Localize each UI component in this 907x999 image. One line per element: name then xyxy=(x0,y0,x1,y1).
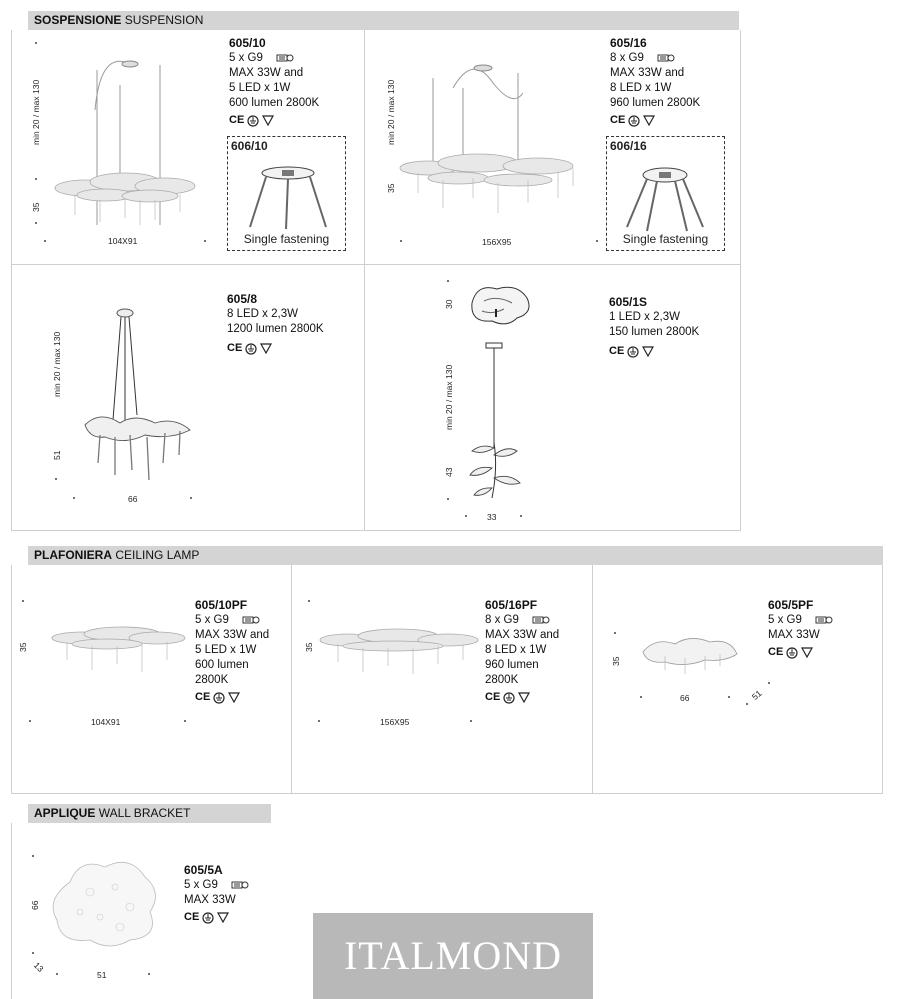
ground-icon xyxy=(213,692,225,704)
spec-line: 5 LED x 1W xyxy=(195,644,257,656)
product-code: 605/5PF xyxy=(768,598,814,612)
dim-marker xyxy=(308,600,310,602)
ce-mark: CE xyxy=(610,114,626,126)
dim-marker xyxy=(640,696,642,698)
spec-line: 600 lumen 2800K xyxy=(229,97,320,109)
dim-marker xyxy=(746,703,748,705)
single-fastening-drawing xyxy=(228,157,345,237)
dim-marker xyxy=(73,497,75,499)
section-header-suspension xyxy=(28,11,739,30)
lamp-605-5a-drawing xyxy=(45,852,165,952)
spec-line: 2800K xyxy=(195,674,229,686)
cert-marks xyxy=(184,910,249,925)
spec-line: MAX 33W and xyxy=(195,629,270,641)
section-title: SUSPENSION xyxy=(124,13,204,27)
grid-line xyxy=(11,30,12,531)
spec-line: MAX 33W xyxy=(184,894,236,906)
ce-mark: CE xyxy=(609,345,625,357)
section-title: CEILING LAMP xyxy=(115,548,200,562)
ce-mark: CE xyxy=(195,691,211,703)
spec-line: 8 LED x 1W xyxy=(610,82,672,94)
dim-marker xyxy=(447,280,449,282)
spec-line: 5 x G9 xyxy=(229,52,263,64)
ground-icon xyxy=(503,692,515,704)
body-height-label: 66 xyxy=(30,900,40,910)
product-code: 605/10PF xyxy=(195,598,248,612)
spec-line: 8 x G9 xyxy=(485,614,519,626)
dim-marker xyxy=(596,240,598,242)
lamp-605-10-drawing xyxy=(45,50,210,225)
spec-605-5a xyxy=(184,863,249,925)
depth-label: 51 xyxy=(749,688,764,702)
spec-605-1s xyxy=(609,295,699,359)
dim-marker xyxy=(22,600,24,602)
size-label: 104X91 xyxy=(108,236,138,246)
ground-icon xyxy=(247,115,259,127)
dim-marker xyxy=(465,515,467,517)
spec-line: 1 LED x 2,3W xyxy=(609,311,680,323)
spec-line: 8 LED x 1W xyxy=(485,644,547,656)
spec-line: MAX 33W and xyxy=(485,629,560,641)
spec-line: 960 lumen xyxy=(485,659,539,671)
spec-line: 1200 lumen 2800K xyxy=(227,323,324,335)
spec-line: 5 x G9 xyxy=(184,879,218,891)
lamp-605-10pf-drawing xyxy=(42,620,187,680)
product-code: 605/1S xyxy=(609,295,648,309)
cert-marks xyxy=(610,113,700,128)
height-label: min 20 / max 130 xyxy=(52,331,62,397)
triangle-f-icon xyxy=(642,346,654,357)
body-height-label: 51 xyxy=(52,450,62,460)
section-title-bold: SOSPENSIONE xyxy=(34,13,122,27)
body-height-label: 35 xyxy=(304,642,314,652)
triangle-f-icon xyxy=(643,115,655,126)
depth-label: 13 xyxy=(31,960,46,974)
triangle-f-icon xyxy=(217,912,229,923)
top-height-label: 30 xyxy=(444,299,454,309)
dim-marker xyxy=(470,720,472,722)
fastening-box-606-10 xyxy=(227,136,346,251)
dim-marker xyxy=(318,720,320,722)
triangle-f-icon xyxy=(260,343,272,354)
grid-line xyxy=(592,565,593,794)
size-label: 66 xyxy=(128,494,138,504)
spec-605-16pf xyxy=(485,598,559,705)
ground-icon xyxy=(245,343,257,355)
fastening-label: Single fastening xyxy=(622,232,709,246)
grid-line xyxy=(11,793,882,794)
grid-line xyxy=(11,565,12,794)
spec-line: 5 x G9 xyxy=(195,614,229,626)
dim-marker xyxy=(190,497,192,499)
lamp-605-1s-drawing xyxy=(462,283,542,508)
section-title-bold: APPLIQUE xyxy=(34,806,96,820)
dim-marker xyxy=(56,973,58,975)
grid-line xyxy=(11,264,740,265)
spec-605-8 xyxy=(227,292,324,356)
dim-marker xyxy=(35,42,37,44)
spec-605-16 xyxy=(610,36,700,128)
product-code: 605/10 xyxy=(229,36,266,50)
spec-605-10pf xyxy=(195,598,269,705)
spec-line: 5 x G9 xyxy=(768,614,802,626)
bulb-icon xyxy=(242,616,260,624)
size-label: 156X95 xyxy=(482,237,512,247)
ce-mark: CE xyxy=(229,114,245,126)
grid-line xyxy=(740,30,741,531)
lamp-605-16pf-drawing xyxy=(318,622,478,682)
ce-mark: CE xyxy=(227,342,243,354)
size-label: 104X91 xyxy=(91,717,121,727)
brand-logo: ITALMOND xyxy=(313,913,593,999)
size-label: 51 xyxy=(97,970,107,980)
bulb-icon xyxy=(657,54,675,62)
spec-line: MAX 33W xyxy=(768,629,820,641)
product-code: 605/5A xyxy=(184,863,223,877)
spec-line: 600 lumen xyxy=(195,659,249,671)
bulb-icon xyxy=(532,616,550,624)
spec-line: MAX 33W and xyxy=(610,67,685,79)
size-label: 66 xyxy=(680,693,690,703)
ground-icon xyxy=(786,647,798,659)
cert-marks xyxy=(195,690,269,705)
dim-marker xyxy=(768,682,770,684)
triangle-f-icon xyxy=(518,692,530,703)
dim-marker xyxy=(35,222,37,224)
ground-icon xyxy=(628,115,640,127)
triangle-f-icon xyxy=(801,647,813,658)
section-title-bold: PLAFONIERA xyxy=(34,548,112,562)
dim-marker xyxy=(614,632,616,634)
grid-line xyxy=(882,565,883,794)
ground-icon xyxy=(627,346,639,358)
dim-marker xyxy=(520,515,522,517)
body-height-label: 35 xyxy=(611,656,621,666)
spec-605-10 xyxy=(229,36,319,128)
dim-marker xyxy=(184,720,186,722)
single-fastening-drawing xyxy=(607,157,724,237)
size-label: 33 xyxy=(487,512,497,522)
dim-marker xyxy=(55,478,57,480)
grid-line xyxy=(291,565,292,794)
triangle-f-icon xyxy=(262,115,274,126)
cert-marks xyxy=(768,645,833,660)
ce-mark: CE xyxy=(485,691,501,703)
ground-icon xyxy=(202,912,214,924)
cert-marks xyxy=(227,341,324,356)
cert-marks xyxy=(485,690,559,705)
spec-line: 8 LED x 2,3W xyxy=(227,308,298,320)
height-label: min 20 / max 130 xyxy=(31,79,41,145)
dim-marker xyxy=(447,498,449,500)
size-label: 156X95 xyxy=(380,717,410,727)
ce-mark: CE xyxy=(768,646,784,658)
bulb-icon xyxy=(276,54,294,62)
fastening-label: Single fastening xyxy=(243,232,330,246)
dim-marker xyxy=(35,178,37,180)
dim-marker xyxy=(32,952,34,954)
fastening-box-606-16 xyxy=(606,136,725,251)
grid-line xyxy=(364,30,365,531)
dim-marker xyxy=(32,855,34,857)
product-code: 605/16PF xyxy=(485,598,538,612)
bulb-icon xyxy=(815,616,833,624)
cert-marks xyxy=(609,344,699,359)
body-height-label: 35 xyxy=(31,202,41,212)
dim-marker xyxy=(148,973,150,975)
dim-marker xyxy=(400,240,402,242)
lamp-605-16-drawing xyxy=(398,58,598,228)
spec-line: 8 x G9 xyxy=(610,52,644,64)
section-title: WALL BRACKET xyxy=(98,806,191,820)
spec-line: 150 lumen 2800K xyxy=(609,326,700,338)
triangle-f-icon xyxy=(228,692,240,703)
section-header-wall xyxy=(28,804,271,823)
spec-line: MAX 33W and xyxy=(229,67,304,79)
product-code: 606/16 xyxy=(610,139,647,153)
body-height-label: 35 xyxy=(386,183,396,193)
cert-marks xyxy=(229,113,319,128)
product-code: 606/10 xyxy=(231,139,268,153)
spec-line: 5 LED x 1W xyxy=(229,82,291,94)
spec-line: 2800K xyxy=(485,674,519,686)
spec-605-5pf xyxy=(768,598,833,660)
product-code: 605/16 xyxy=(610,36,647,50)
height-label: min 20 / max 130 xyxy=(386,79,396,145)
dim-marker xyxy=(44,240,46,242)
height-label: min 20 / max 130 xyxy=(444,364,454,430)
grid-line xyxy=(11,530,740,531)
lamp-605-8-drawing xyxy=(75,305,205,485)
dim-marker xyxy=(728,696,730,698)
spec-line: 960 lumen 2800K xyxy=(610,97,701,109)
dim-marker xyxy=(29,720,31,722)
grid-line xyxy=(11,823,12,999)
dim-marker xyxy=(204,240,206,242)
product-code: 605/8 xyxy=(227,292,258,306)
section-header-ceiling xyxy=(28,546,883,565)
ce-mark: CE xyxy=(184,911,200,923)
bulb-icon xyxy=(231,881,249,889)
body-height-label: 43 xyxy=(444,467,454,477)
body-height-label: 35 xyxy=(18,642,28,652)
lamp-605-5pf-drawing xyxy=(635,632,745,682)
